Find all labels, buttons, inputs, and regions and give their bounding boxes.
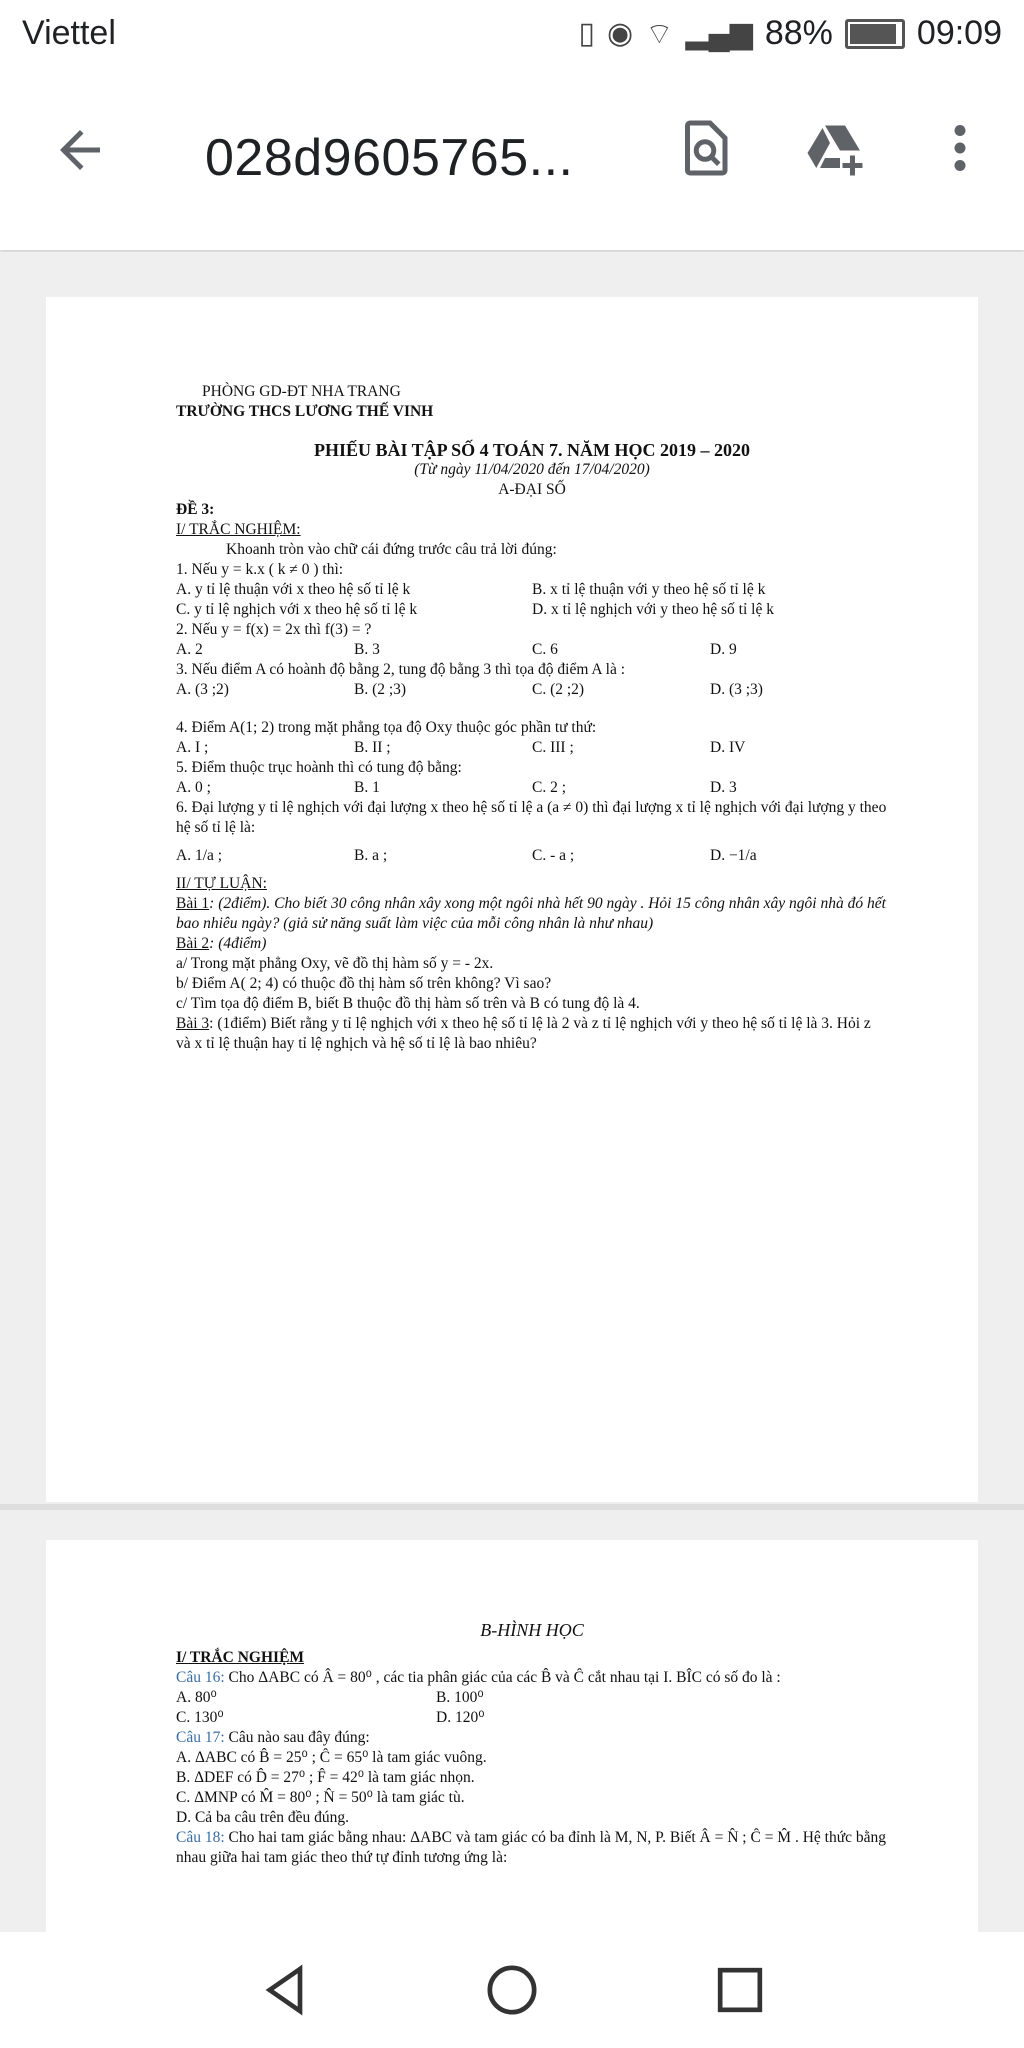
question-17-label: Câu 17:: [176, 1729, 225, 1746]
q4-option: D. IV: [710, 739, 746, 756]
exercise-3-text: : (1điểm) Biết rằng y tỉ lệ nghịch với x theo hệ số tỉ lệ là 2 và z tỉ lệ nghịch với y theo hệ số tỉ lệ là 3. Hỏi z và x tỉ lệ thuận hay tỉ lệ nghịch và hệ số tỉ lệ là bao nhiêu?: [176, 1015, 871, 1052]
worksheet-title: PHIẾU BÀI TẬP SỐ 4 TOÁN 7. NĂM HỌC 2019 – 2020: [313, 440, 751, 460]
question-6: 6. Đại lượng y tỉ lệ nghịch với đại lượng x theo hệ số tỉ lệ a (a ≠ 0) thì đại lượng x tỉ lệ nghịch với đại lượng y theo hệ số tỉ lệ là:: [176, 799, 887, 836]
q3-option: C. (2 ;2): [532, 681, 585, 698]
question-2: 2. Nếu y = f(x) = 2x thì f(3) = ?: [176, 621, 372, 638]
document-page-1: [46, 297, 978, 1502]
system-navigation-bar: [0, 1932, 1024, 2048]
question-17-text: Câu nào sau đây đúng:: [224, 1729, 370, 1746]
question-1: 1. Nếu y = k.x ( k ≠ 0 ) thì:: [176, 561, 344, 578]
q17-option-a: A. ΔABC có B̂ = 25⁰ ; Ĉ = 65⁰ là tam giác vuông.: [176, 1749, 487, 1766]
q4-option: A. I ;: [176, 739, 209, 756]
question-16-label: Câu 16:: [176, 1669, 225, 1686]
question-18-text: Cho hai tam giác bằng nhau: ΔABC và tam giác có ba đỉnh là M, N, P. Biết Â = N̂ ; Ĉ = M̂ . Hệ thức bằng nhau giữa hai tam giác theo thứ tự đỉnh tương ứng là:: [176, 1829, 887, 1866]
question-3: 3. Nếu điểm A có hoành độ bằng 2, tung độ bằng 3 thì tọa độ điểm A là :: [176, 661, 626, 678]
q4-option: B. II ;: [354, 739, 391, 756]
exercise-2: [176, 934, 888, 954]
nav-recents-icon[interactable]: [712, 1962, 768, 2018]
q6-option: B. a ;: [354, 847, 388, 864]
q6-option: C. - a ;: [532, 847, 575, 864]
exercise-1: [176, 894, 888, 934]
more-options-icon[interactable]: [930, 118, 990, 178]
q6-option: A. 1/a ;: [176, 847, 223, 864]
q5-option: A. 0 ;: [176, 779, 211, 796]
q2-option: D. 9: [710, 641, 737, 658]
q5-option: C. 2 ;: [532, 779, 567, 796]
q16-option: A. 80⁰: [176, 1689, 217, 1706]
q2-option: C. 6: [532, 641, 558, 658]
clock: 09:09: [916, 14, 1002, 52]
q5-option: D. 3: [710, 779, 737, 796]
exercise-2a: a/ Trong mặt phẳng Oxy, vẽ đồ thị hàm số y = - 2x.: [176, 955, 494, 972]
add-to-drive-icon[interactable]: [805, 118, 865, 178]
section-essay: II/ TỰ LUẬN:: [176, 875, 267, 892]
q3-option: D. (3 ;3): [710, 681, 763, 698]
find-in-page-icon[interactable]: [675, 118, 735, 178]
section-multiple-choice: I/ TRẮC NGHIỆM: [176, 1649, 305, 1666]
q2-option: B. 3: [354, 641, 380, 658]
q16-option: D. 120⁰: [436, 1709, 485, 1726]
exercise-2c: c/ Tìm tọa độ điểm B, biết B thuộc đồ thị hàm số trên và B có tung độ là 4.: [176, 995, 640, 1012]
q1-option-b: B. x tỉ lệ thuận với y theo hệ số tỉ lệ k: [532, 581, 766, 598]
vibrate-icon: ▯: [578, 17, 596, 50]
app-bar: [0, 70, 1024, 250]
question-5: 5. Điểm thuộc trục hoành thì có tung độ bằng:: [176, 759, 462, 776]
battery-icon: [845, 19, 905, 49]
exercise-1-text: : (2điểm). Cho biết 30 công nhân xây xong một ngôi nhà hết 90 ngày . Hỏi 15 công nhân xây ngôi nhà đó hết bao nhiêu ngày? (giả sử năng suất làm việc của mỗi công nhân là như nhau): [176, 895, 886, 932]
q17-option-d: D. Cả ba câu trên đều đúng.: [176, 1809, 350, 1826]
question-18: [176, 1828, 888, 1868]
exercise-2-label: Bài 2: [176, 935, 210, 952]
wifi-icon: ⌔: [645, 17, 674, 51]
page-separator: [0, 1504, 1024, 1510]
nav-home-icon[interactable]: [484, 1962, 540, 2018]
exercise-2-text: : (4điểm): [209, 935, 267, 952]
q17-option-b: B. ΔDEF có D̂ = 27⁰ ; F̂ = 42⁰ là tam giác nhọn.: [176, 1769, 475, 1786]
q17-option-c: C. ΔMNP có M̂ = 80⁰ ; N̂ = 50⁰ là tam giác tù.: [176, 1789, 465, 1806]
carrier-name: Viettel: [22, 14, 116, 52]
nav-back-icon[interactable]: [258, 1962, 314, 2018]
q4-option: C. III ;: [532, 739, 574, 756]
q16-option: B. 100⁰: [436, 1689, 484, 1706]
question-18-label: Câu 18:: [176, 1829, 225, 1846]
org-name: PHÒNG GD-ĐT NHA TRANG: [202, 383, 401, 400]
q1-option-c: C. y tỉ lệ nghịch với x theo hệ số tỉ lệ k: [176, 601, 418, 618]
status-icons: [579, 14, 1002, 53]
status-bar: [0, 0, 1024, 70]
signal-icon: ▂▄▆: [685, 17, 753, 50]
q1-option-a: A. y tỉ lệ thuận với x theo hệ số tỉ lệ k: [176, 581, 411, 598]
battery-percent: 88%: [764, 14, 833, 52]
exam-number: ĐỀ 3:: [176, 501, 215, 518]
question-16-text: Cho ΔABC có Â = 80⁰ , các tia phân giác của các B̂ và Ĉ cắt nhau tại I. BÎC có số đo là :: [224, 1669, 781, 1686]
exercise-2b: b/ Điểm A( 2; 4) có thuộc đồ thị hàm số trên không? Vì sao?: [176, 975, 552, 992]
question-17: [176, 1728, 888, 1748]
part-heading: B-HÌNH HỌC: [480, 1620, 584, 1640]
q1-option-d: D. x tỉ lệ nghịch với y theo hệ số tỉ lệ k: [532, 601, 774, 618]
q16-option: C. 130⁰: [176, 1709, 224, 1726]
exercise-3: [176, 1014, 888, 1054]
school-name: TRƯỜNG THCS LƯƠNG THẾ VINH: [176, 403, 434, 420]
question-16: [176, 1668, 888, 1688]
section-multiple-choice: I/ TRẮC NGHIỆM:: [176, 521, 301, 538]
eye-icon: ◉: [607, 17, 634, 50]
back-arrow-icon[interactable]: [50, 120, 110, 180]
document-title: 028d9605765...: [205, 129, 574, 187]
q6-option: D. −1/a: [710, 847, 757, 864]
document-viewer[interactable]: [0, 252, 1024, 1932]
q3-option: A. (3 ;2): [176, 681, 229, 698]
part-heading: A-ĐẠI SỐ: [498, 481, 566, 498]
q3-option: B. (2 ;3): [354, 681, 407, 698]
exercise-3-label: Bài 3: [176, 1015, 210, 1032]
document-page-2: [46, 1540, 978, 1932]
date-range: (Từ ngày 11/04/2020 đến 17/04/2020): [414, 461, 650, 478]
q5-option: B. 1: [354, 779, 380, 796]
instructions: Khoanh tròn vào chữ cái đứng trước câu trả lời đúng:: [226, 541, 557, 558]
exercise-1-label: Bài 1: [176, 895, 210, 912]
q2-option: A. 2: [176, 641, 203, 658]
question-4: 4. Điểm A(1; 2) trong mặt phẳng tọa độ Oxy thuộc góc phần tư thứ:: [176, 719, 597, 736]
